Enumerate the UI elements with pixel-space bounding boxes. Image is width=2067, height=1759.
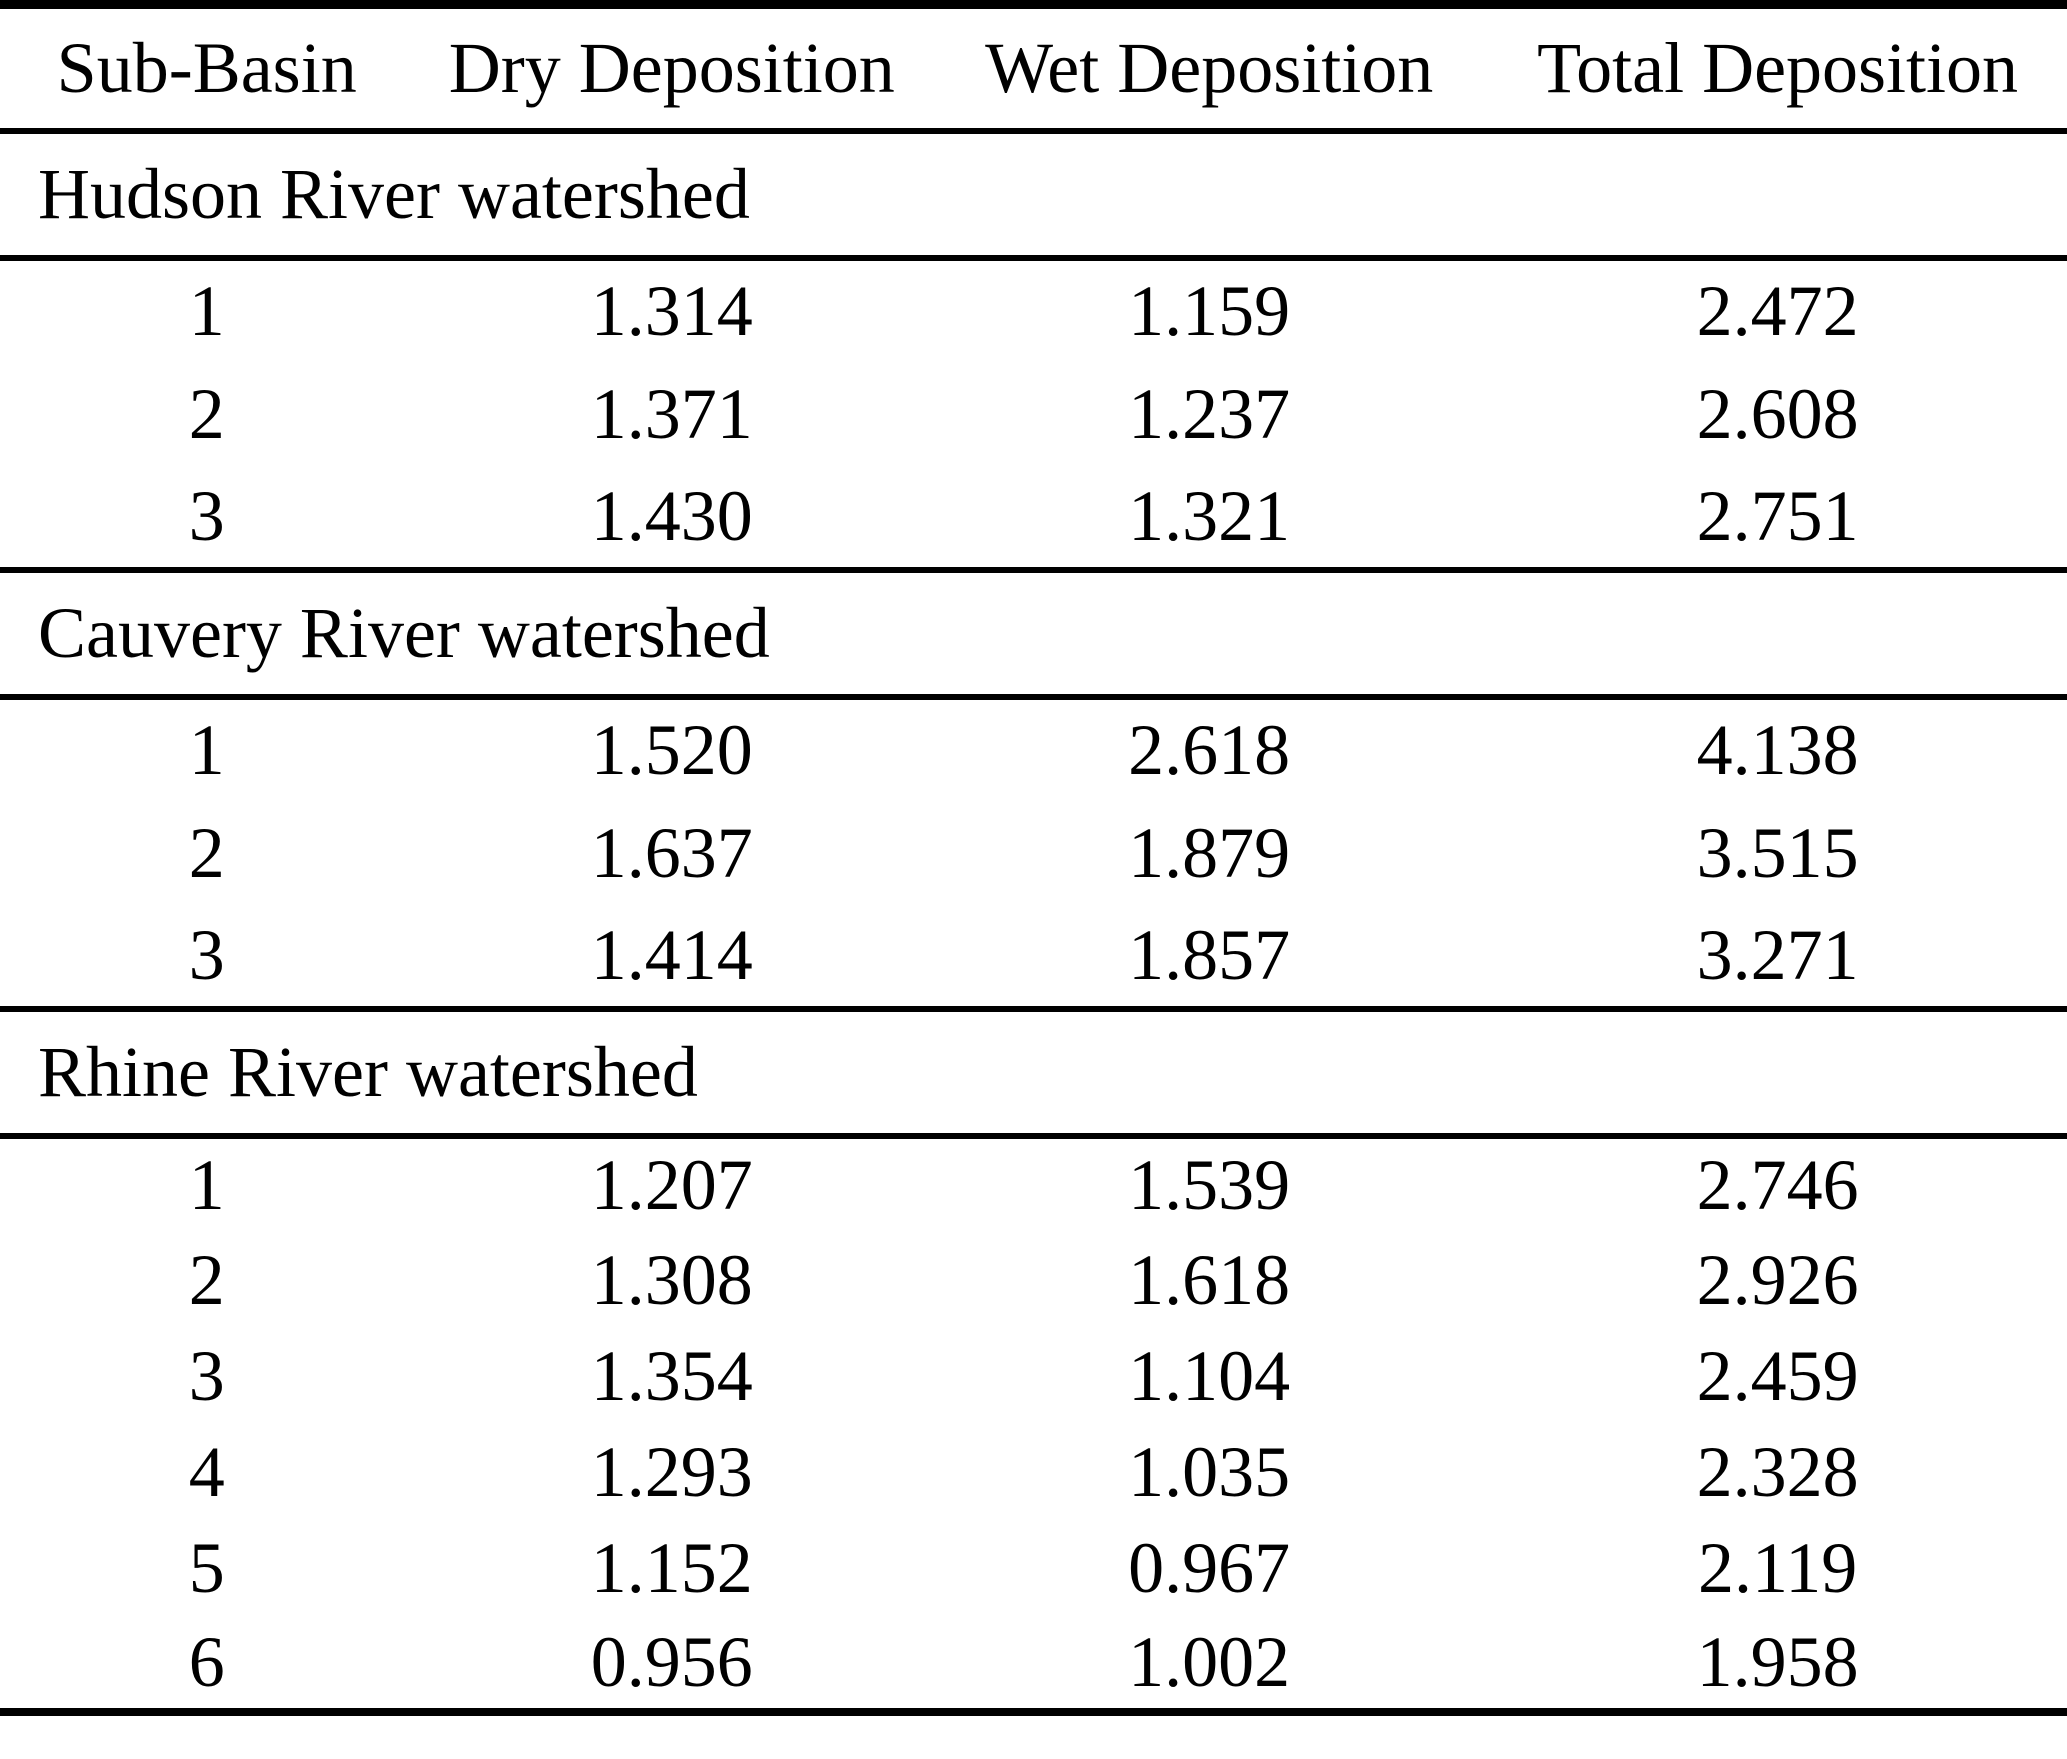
cell-dry-deposition: 0.956 bbox=[590, 1621, 753, 1702]
cell-dry-deposition: 1.354 bbox=[590, 1335, 753, 1416]
cell-sub-basin: 3 bbox=[188, 1335, 225, 1416]
header-row bbox=[0, 5, 2067, 131]
cell-total-deposition: 2.608 bbox=[1696, 373, 1859, 454]
section-rhine-rows bbox=[0, 1136, 2067, 1712]
cell-dry-deposition: 1.293 bbox=[590, 1431, 753, 1512]
table-row bbox=[0, 697, 2067, 801]
section-title: Hudson River watershed bbox=[38, 154, 750, 234]
section-title-row bbox=[0, 1009, 2067, 1136]
cell-dry-deposition: 1.152 bbox=[590, 1527, 753, 1608]
cell-total-deposition: 2.926 bbox=[1696, 1239, 1859, 1320]
cell-total-deposition: 2.119 bbox=[1697, 1527, 1858, 1608]
table-row bbox=[0, 1616, 2067, 1712]
cell-wet-deposition: 0.967 bbox=[1128, 1527, 1291, 1608]
table-row bbox=[0, 801, 2067, 905]
cell-total-deposition: 2.746 bbox=[1696, 1145, 1859, 1225]
cell-total-deposition: 2.472 bbox=[1696, 271, 1859, 351]
cell-total-deposition: 1.958 bbox=[1696, 1621, 1859, 1702]
header-sub-basin: Sub-Basin bbox=[56, 28, 357, 109]
cell-sub-basin: 3 bbox=[188, 476, 225, 556]
section-title: Cauvery River watershed bbox=[38, 593, 770, 673]
cell-sub-basin: 1 bbox=[188, 710, 225, 790]
cell-dry-deposition: 1.430 bbox=[590, 476, 753, 556]
cell-wet-deposition: 2.618 bbox=[1128, 710, 1291, 790]
table-header bbox=[0, 5, 2067, 131]
table-row bbox=[0, 1424, 2067, 1520]
table-row bbox=[0, 1232, 2067, 1328]
cell-wet-deposition: 1.879 bbox=[1128, 812, 1291, 893]
cell-sub-basin: 2 bbox=[188, 373, 225, 454]
cell-wet-deposition: 1.321 bbox=[1128, 476, 1291, 556]
cell-sub-basin: 4 bbox=[188, 1431, 225, 1512]
section-title: Rhine River watershed bbox=[38, 1032, 698, 1112]
cell-sub-basin: 1 bbox=[188, 271, 225, 351]
cell-total-deposition: 2.328 bbox=[1696, 1431, 1859, 1512]
cell-sub-basin: 3 bbox=[188, 915, 225, 995]
cell-sub-basin: 1 bbox=[188, 1145, 225, 1225]
cell-total-deposition: 2.459 bbox=[1696, 1335, 1859, 1416]
cell-total-deposition: 3.515 bbox=[1696, 812, 1859, 893]
cell-wet-deposition: 1.237 bbox=[1128, 373, 1291, 454]
cell-dry-deposition: 1.314 bbox=[590, 271, 753, 351]
cell-wet-deposition: 1.857 bbox=[1128, 915, 1291, 995]
header-dry-deposition: Dry Deposition bbox=[448, 28, 895, 109]
cell-wet-deposition: 1.539 bbox=[1128, 1145, 1291, 1225]
section-hudson-rows bbox=[0, 258, 2067, 570]
cell-dry-deposition: 1.520 bbox=[590, 710, 753, 790]
header-wet-deposition: Wet Deposition bbox=[985, 28, 1434, 109]
cell-wet-deposition: 1.104 bbox=[1128, 1335, 1291, 1416]
cell-dry-deposition: 1.371 bbox=[590, 373, 753, 454]
cell-sub-basin: 5 bbox=[188, 1527, 225, 1608]
table-row bbox=[0, 1136, 2067, 1232]
cell-sub-basin: 6 bbox=[188, 1621, 225, 1702]
cell-dry-deposition: 1.414 bbox=[590, 915, 753, 995]
cell-wet-deposition: 1.618 bbox=[1128, 1239, 1291, 1320]
table-row bbox=[0, 905, 2067, 1009]
section-cauvery-title bbox=[0, 570, 2067, 697]
table-row bbox=[0, 258, 2067, 362]
section-cauvery-rows bbox=[0, 697, 2067, 1009]
cell-total-deposition: 3.271 bbox=[1696, 915, 1859, 995]
cell-wet-deposition: 1.035 bbox=[1128, 1431, 1291, 1512]
cell-wet-deposition: 1.002 bbox=[1128, 1621, 1291, 1702]
section-title-row bbox=[0, 131, 2067, 258]
cell-sub-basin: 2 bbox=[188, 1239, 225, 1320]
cell-sub-basin: 2 bbox=[188, 812, 225, 893]
cell-total-deposition: 4.138 bbox=[1696, 710, 1859, 790]
section-title-row bbox=[0, 570, 2067, 697]
cell-dry-deposition: 1.207 bbox=[590, 1145, 753, 1225]
cell-dry-deposition: 1.637 bbox=[590, 812, 753, 893]
header-total-deposition: Total Deposition bbox=[1537, 28, 2019, 109]
cell-total-deposition: 2.751 bbox=[1696, 476, 1859, 556]
table-row bbox=[0, 466, 2067, 570]
section-hudson-title bbox=[0, 131, 2067, 258]
cell-wet-deposition: 1.159 bbox=[1128, 271, 1291, 351]
table-row bbox=[0, 1328, 2067, 1424]
table-row bbox=[0, 362, 2067, 466]
cell-dry-deposition: 1.308 bbox=[590, 1239, 753, 1320]
table-row bbox=[0, 1520, 2067, 1616]
section-rhine-title bbox=[0, 1009, 2067, 1136]
